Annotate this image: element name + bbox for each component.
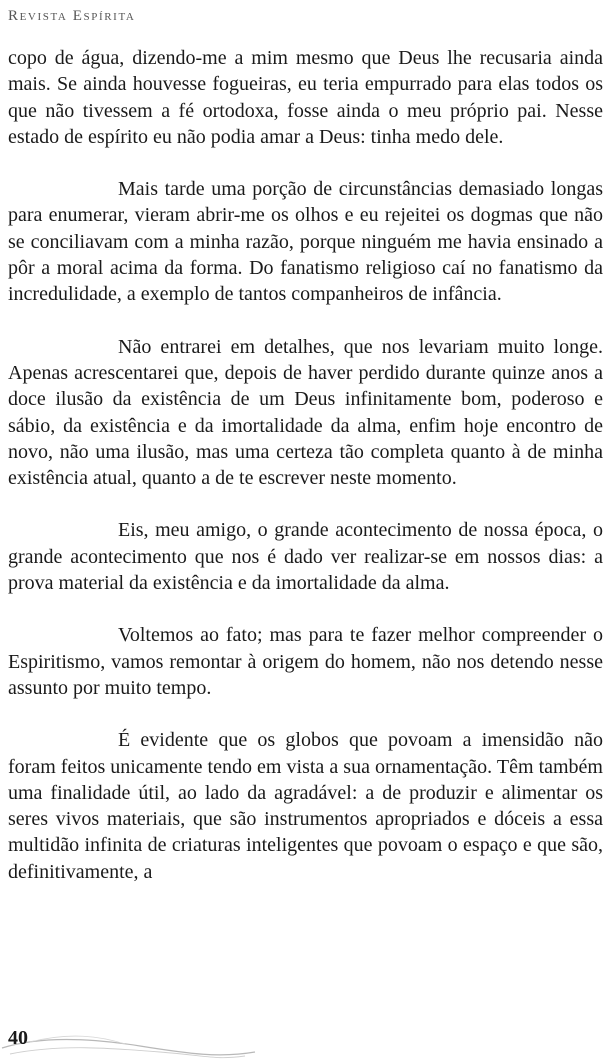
page-number: 40 bbox=[8, 1027, 28, 1049]
running-header: Revista Espírita bbox=[8, 8, 136, 24]
paragraph: É evidente que os globos que povoam a imensidão não foram feitos unicamente tendo em vista a sua ornamentação. Têm também uma finalidade útil, ao lado da agradável: a de produzir e alimentar os seres vivos materiais, que são instrumentos apropriados e dóceis a essa multidão infinita de criaturas inteligentes que povoam o espaço e que são, definitivamente, a bbox=[8, 729, 603, 883]
article-body bbox=[8, 45, 603, 885]
paragraph: Mais tarde uma porção de circunstâncias demasiado longas para enumerar, vieram abrir-me os olhos e eu rejeitei os dogmas que não se conciliavam com a minha razão, porque ninguém me havia ensinado a pôr a moral acima da forma. Do fanatismo religioso caí no fanatismo da incredulidade, a exemplo de tantos companheiros de infância. bbox=[8, 178, 603, 306]
paragraph-continued: copo de água, dizendo-me a mim mesmo que Deus lhe recusaria ainda mais. Se ainda houvesse fogueiras, eu teria empurrado para elas todos os que não tivessem a fé ortodoxa, fosse ainda o meu próprio pai. Nesse estado de espírito eu não podia amar a Deus: tinha medo dele. bbox=[8, 47, 603, 148]
paragraph: Eis, meu amigo, o grande acontecimento de nossa época, o grande acontecimento que nos é dado ver realizar-se em nossos dias: a prova material da existência e da imortalidade da alma. bbox=[8, 519, 603, 595]
paragraph: Não entrarei em detalhes, que nos levariam muito longe. Apenas acrescentarei que, depois de haver perdido durante quinze anos a doce ilusão da existência de um Deus infinitamente bom, poderoso e sábio, da existência e da imortalidade da alma, enfim hoje encontro de novo, não uma ilusão, mas uma certeza tão completa quanto à de minha existência atual, quanto a de te escrever neste momento. bbox=[8, 335, 603, 490]
paragraph: Voltemos ao fato; mas para te fazer melhor compreender o Espiritismo, vamos remontar à origem do homem, não nos detendo nesse assunto por muito tempo. bbox=[8, 624, 603, 699]
decorative-swash bbox=[0, 1018, 260, 1063]
